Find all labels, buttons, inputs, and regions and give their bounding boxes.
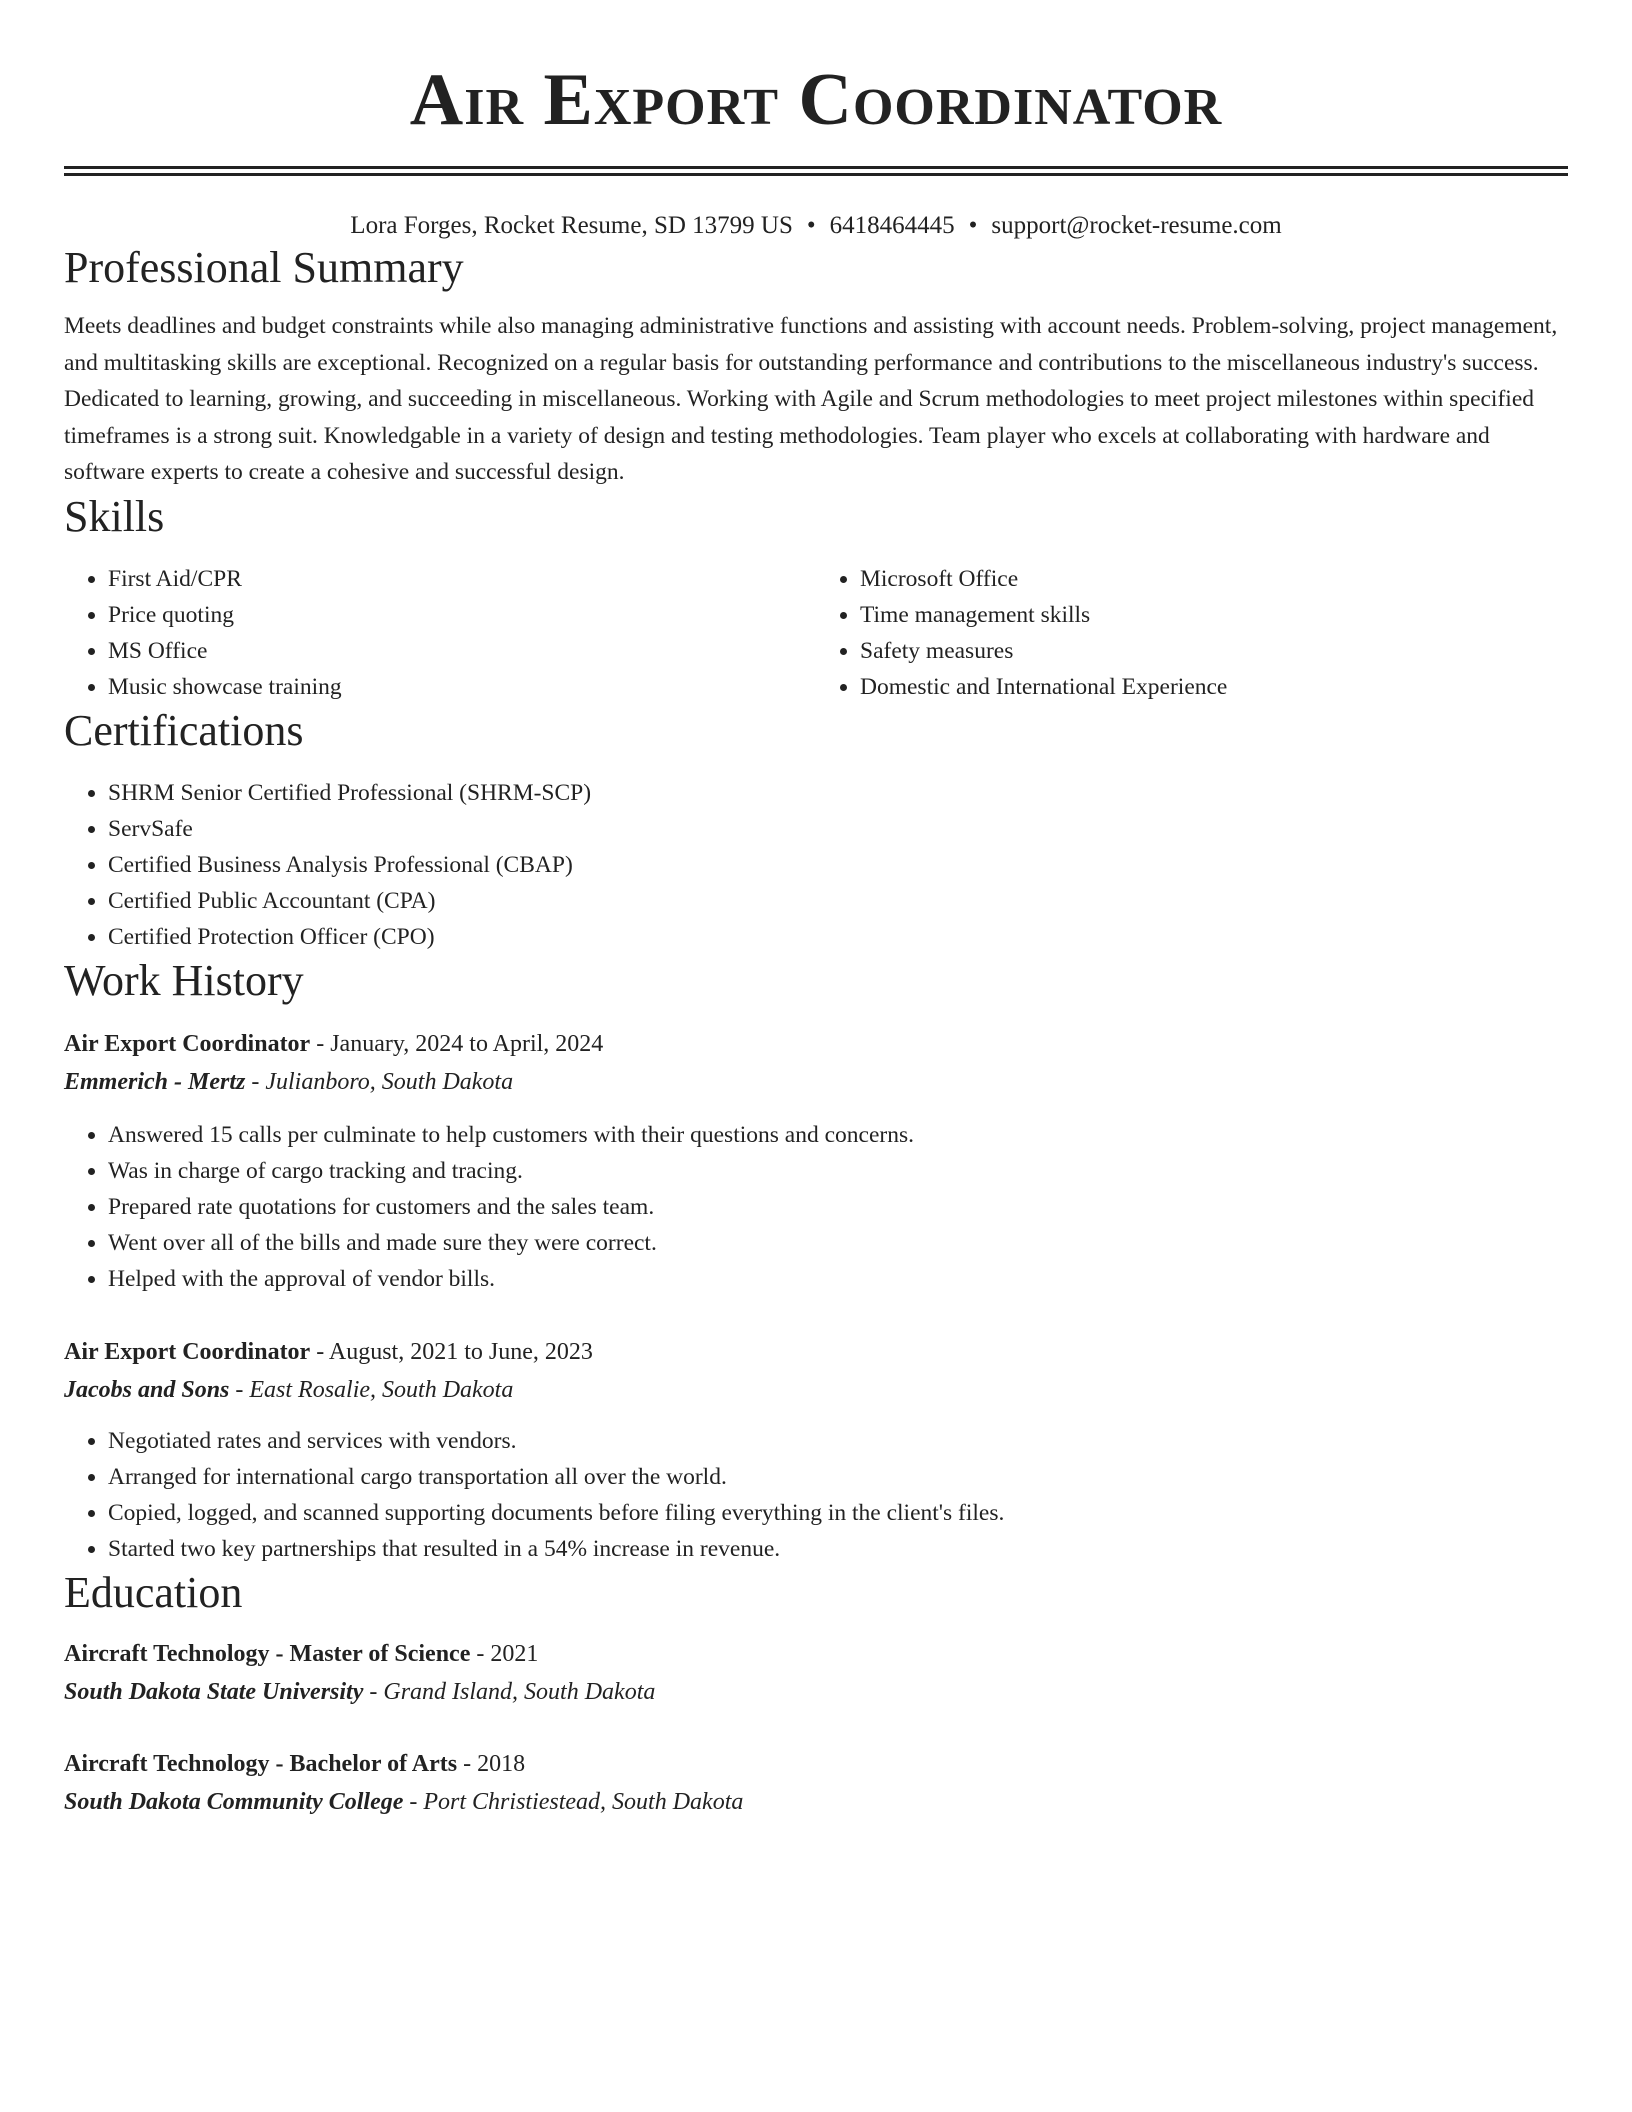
contact-line [64, 210, 1568, 242]
education-year: - 2018 [457, 1750, 526, 1777]
job-bullets [64, 1117, 1568, 1297]
job-bullet: • Negotiated rates and services with vendors. [108, 1423, 1568, 1459]
job-company-line [64, 1063, 1568, 1101]
job-dates: - January, 2024 to April, 2024 [310, 1030, 604, 1057]
job-bullet: • Helped with the approval of vendor bills. [108, 1261, 1568, 1297]
education-location: - Grand Island, South Dakota [363, 1678, 656, 1705]
job-bullet: • Was in charge of cargo tracking and tracing. [108, 1153, 1568, 1189]
skill-item: • First Aid/CPR [108, 561, 816, 597]
certifications-list [64, 775, 1568, 955]
education-year: - 2021 [470, 1640, 539, 1667]
education-degree: Aircraft Technology - Master of Science [64, 1640, 471, 1667]
job-bullets [64, 1423, 1568, 1567]
contact-separator: • [968, 212, 978, 239]
skill-item: • Price quoting [108, 597, 816, 633]
skills-list-right [816, 561, 1568, 705]
resume-title: Air Export Coordinator [409, 59, 1223, 141]
education-degree-line [64, 1635, 1568, 1673]
job-entry [64, 1025, 1568, 1297]
job-dates: - August, 2021 to June, 2023 [310, 1338, 593, 1365]
summary-heading: Professional Summary [64, 243, 464, 292]
education-heading: Education [64, 1567, 243, 1617]
contact-phone: 6418464445 [829, 212, 955, 239]
education-school: South Dakota Community College [64, 1788, 404, 1815]
job-bullet: • Copied, logged, and scanned supporting documents before filing everything in the client's files. [108, 1495, 1568, 1531]
certifications-heading: Certifications [64, 705, 304, 755]
certification-item: • SHRM Senior Certified Professional (SHRM-SCP) [108, 775, 1568, 811]
education-entry [64, 1745, 1568, 1821]
education-school: South Dakota State University [64, 1678, 364, 1705]
job-bullet: • Went over all of the bills and made sure they were correct. [108, 1225, 1568, 1261]
job-title: Air Export Coordinator [64, 1030, 311, 1057]
skill-item: • Domestic and International Experience [860, 669, 1568, 705]
job-bullet: • Prepared rate quotations for customers and the sales team. [108, 1189, 1568, 1225]
education-school-line [64, 1673, 1568, 1711]
job-company-line [64, 1371, 1568, 1409]
job-title-line [64, 1025, 1568, 1063]
job-bullet: • Answered 15 calls per culminate to help customers with their questions and concerns. [108, 1117, 1568, 1153]
skill-item: • Microsoft Office [860, 561, 1568, 597]
job-location: - Julianboro, South Dakota [245, 1068, 514, 1095]
certification-item: • Certified Public Accountant (CPA) [108, 883, 1568, 919]
certification-item: • Certified Protection Officer (CPO) [108, 919, 1568, 955]
job-location: - East Rosalie, South Dakota [229, 1376, 514, 1403]
job-bullet: • Started two key partnerships that resulted in a 54% increase in revenue. [108, 1531, 1568, 1567]
job-company: Jacobs and Sons [64, 1376, 230, 1403]
contact-email: support@rocket-resume.com [991, 212, 1282, 239]
certification-item: • Certified Business Analysis Professional (CBAP) [108, 847, 1568, 883]
education-degree: Aircraft Technology - Bachelor of Arts [64, 1750, 458, 1777]
contact-address: Lora Forges, Rocket Resume, SD 13799 US [350, 212, 793, 239]
skills-columns [64, 561, 1568, 705]
skill-item: • Safety measures [860, 633, 1568, 669]
skills-list-left [64, 561, 816, 705]
skills-heading: Skills [64, 491, 165, 541]
skill-item: • Time management skills [860, 597, 1568, 633]
certification-item: • ServSafe [108, 811, 1568, 847]
education-location: - Port Christiestead, South Dakota [403, 1788, 744, 1815]
skill-item: • MS Office [108, 633, 816, 669]
job-bullet: • Arranged for international cargo transportation all over the world. [108, 1459, 1568, 1495]
contact-separator: • [806, 212, 816, 239]
job-title-line [64, 1333, 1568, 1371]
education-school-line [64, 1783, 1568, 1821]
title-divider [64, 166, 1568, 176]
work-history-heading: Work History [64, 955, 304, 1005]
skill-item: • Music showcase training [108, 669, 816, 705]
summary-text: Meets deadlines and budget constraints while also managing administrative functions and assisting with account needs. Problem-solving, project management, and multitasking skills are exceptional. Recognized on a regular basis for outstanding performance and contributions to the miscellaneous industry's success. Dedicated to learning, growing, and succeeding in miscellaneous. Working with Agile and Scrum methodologies to meet project milestones within specified timeframes is a strong suit. Knowledgable in a variety of design and testing methodologies. Team player who excels at collaborating with hardware and software experts to create a cohesive and successful design. [64, 313, 1558, 485]
education-degree-line [64, 1745, 1568, 1783]
job-company: Emmerich - Mertz [64, 1068, 246, 1095]
job-entry [64, 1333, 1568, 1567]
education-entry [64, 1635, 1568, 1711]
job-title: Air Export Coordinator [64, 1338, 311, 1365]
